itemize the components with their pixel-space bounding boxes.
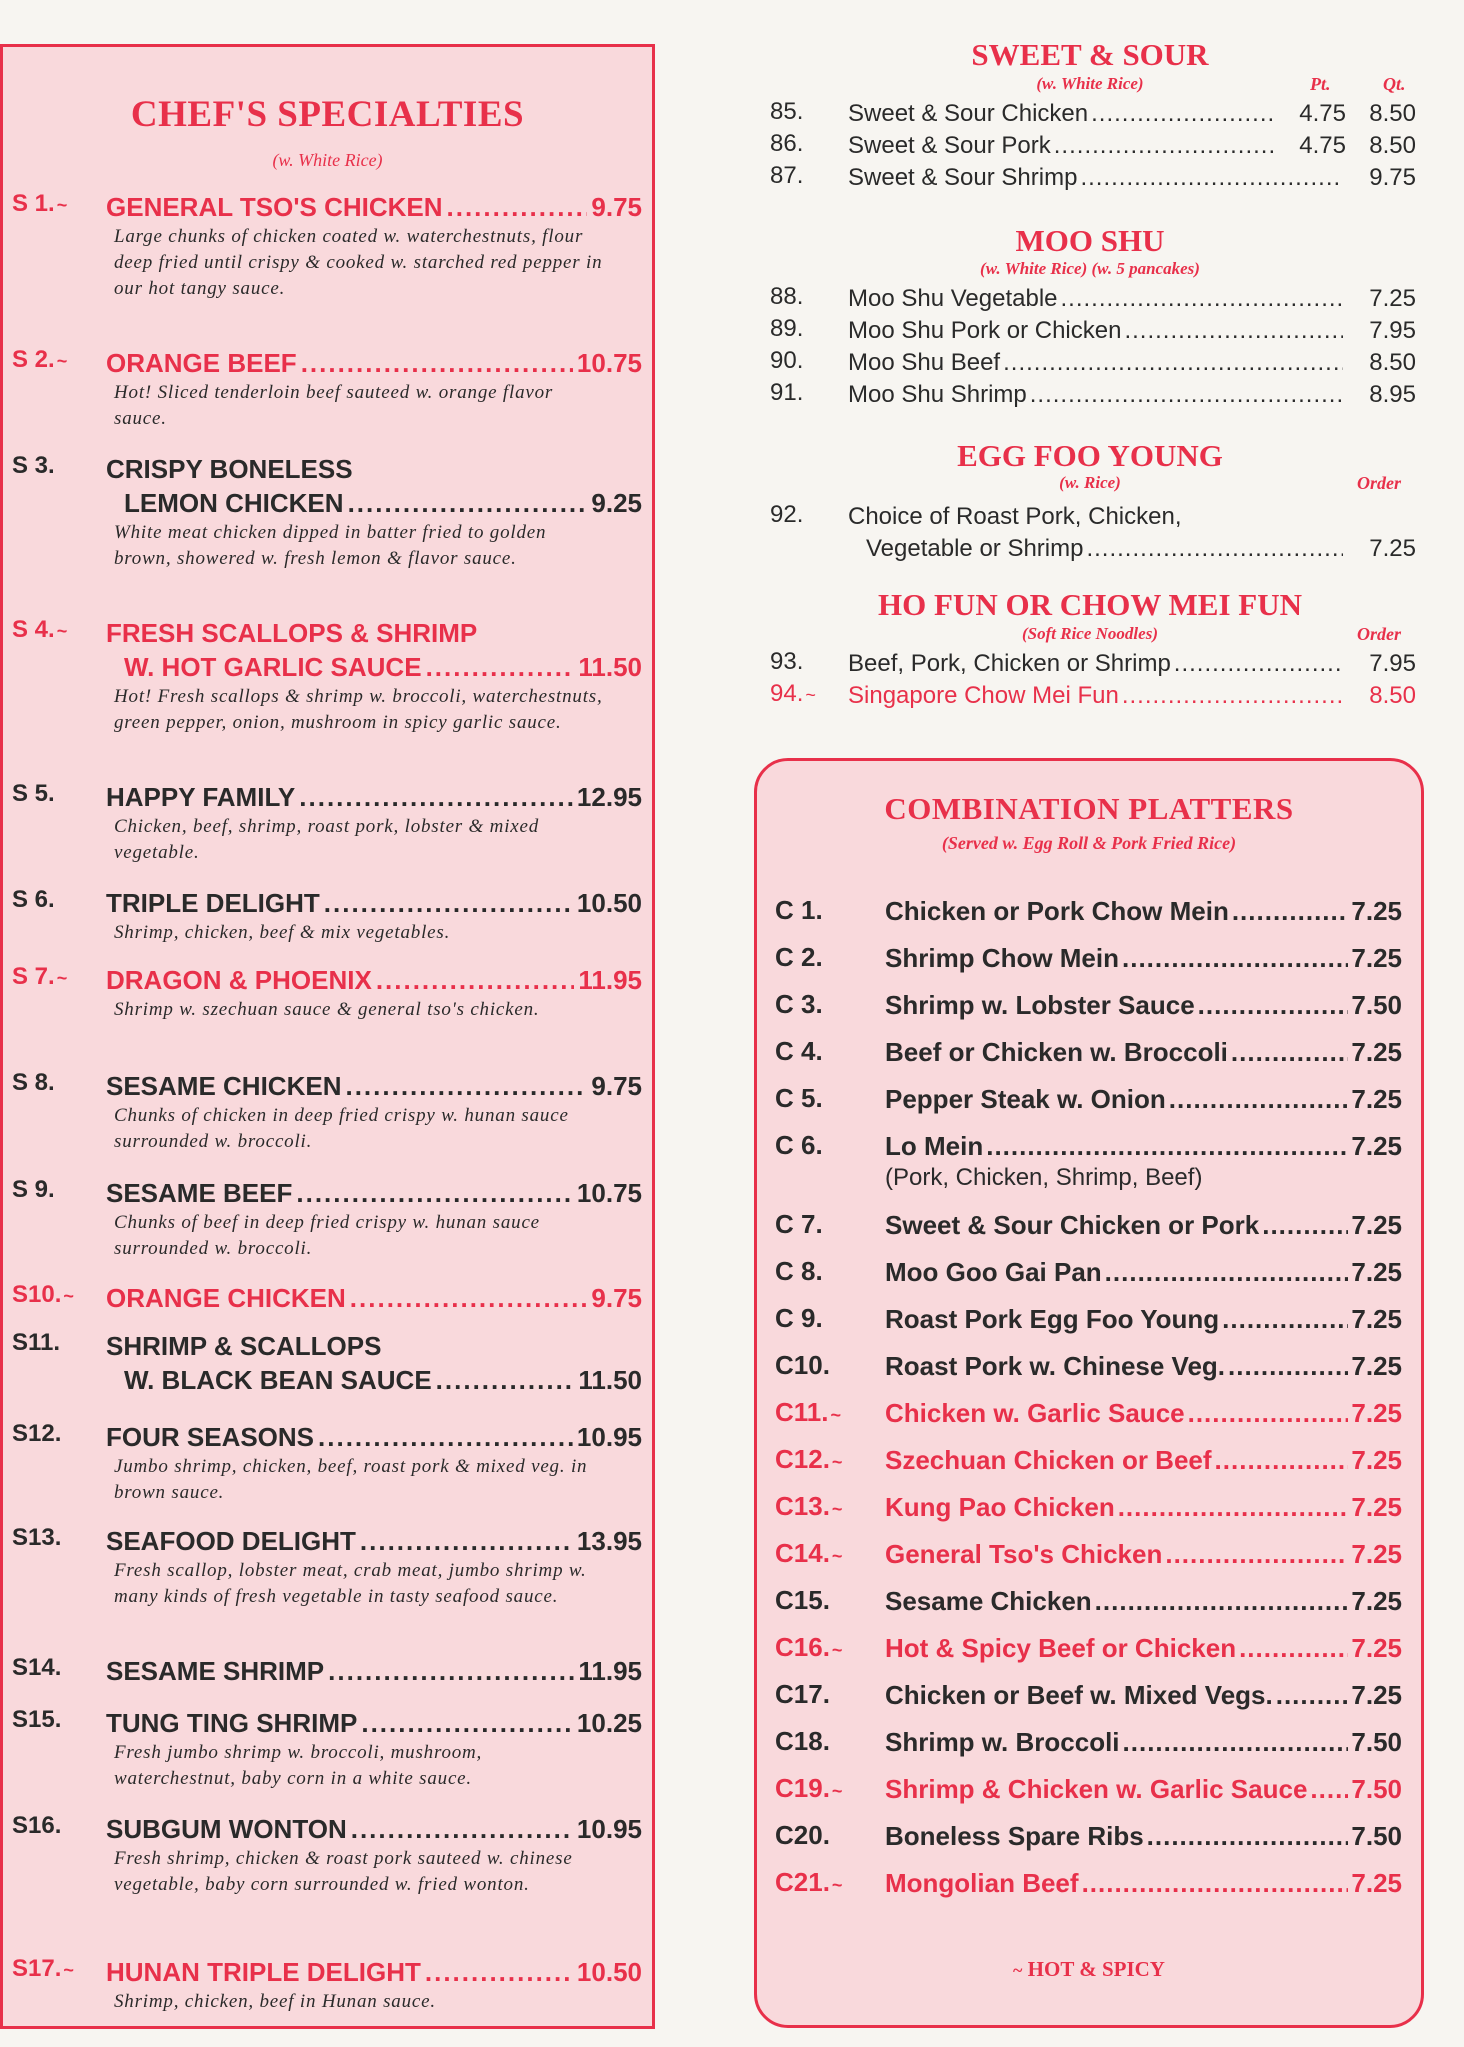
item-price-pint: 4.75 <box>1299 100 1346 127</box>
item-number <box>775 1679 830 1710</box>
item-number <box>775 1397 841 1428</box>
item-name <box>106 1069 642 1103</box>
item-name <box>106 1812 642 1846</box>
item-name-text: LEMON CHICKEN <box>124 488 344 518</box>
item-number <box>12 780 55 808</box>
item-name <box>106 1176 642 1210</box>
item-name <box>106 1281 642 1315</box>
item-price: 7.25 <box>1351 1084 1402 1114</box>
item-name <box>106 1420 642 1454</box>
item-name: Singapore Chow Mei Fun <box>848 682 1119 709</box>
item-price: 10.75 <box>576 1178 642 1208</box>
item-number-text: C11. <box>775 1397 829 1427</box>
item-price: 10.25 <box>576 1708 642 1738</box>
chili-pepper-icon: ~ <box>831 1499 843 1519</box>
item-price: 7.25 <box>1351 1210 1402 1240</box>
hot-spicy-legend <box>757 1957 1421 1982</box>
item-price-quart: 8.50 <box>1369 100 1416 127</box>
item-name <box>106 1524 642 1558</box>
item-number <box>12 1955 74 1983</box>
item-name: Roast Pork w. Chinese Veg. <box>885 1351 1226 1381</box>
item-price: 7.25 <box>1351 1304 1402 1334</box>
item-number: 92. <box>770 501 804 528</box>
item-name: Sweet & Sour Chicken or Pork <box>885 1210 1260 1240</box>
chili-pepper-icon: ~ <box>831 1546 843 1566</box>
item-number: 85. <box>770 98 804 125</box>
item-number <box>12 1069 55 1097</box>
item-price: 7.25 <box>1351 1037 1402 1067</box>
item-number-text: C19. <box>775 1773 830 1803</box>
item-number <box>775 1538 842 1569</box>
item-name: Moo Shu Pork or Chicken <box>848 317 1122 344</box>
item-price: 7.50 <box>1351 1774 1402 1804</box>
item-name: Moo Shu Beef <box>848 349 1001 376</box>
item-number <box>775 1444 842 1475</box>
item-number-text: C14. <box>775 1538 830 1568</box>
item-price: 9.75 <box>591 1283 642 1313</box>
item-name-text: SHRIMP & SCALLOPS <box>106 1331 382 1361</box>
item-price: 8.50 <box>1369 349 1416 376</box>
egg-foo-young-order-header: Order <box>1357 473 1401 493</box>
item-number-text: C16. <box>775 1632 830 1662</box>
combo-title: COMBINATION PLATTERS <box>884 791 1294 826</box>
item-number-text: 94. <box>770 680 804 707</box>
item-number <box>775 1036 823 1067</box>
item-name: Szechuan Chicken or Beef <box>885 1445 1212 1475</box>
item-number-text: S 7. <box>12 963 55 990</box>
moo-shu-subtitle: (w. White Rice) (w. 5 pancakes) <box>980 259 1200 278</box>
item-number-text: S 6. <box>12 886 55 913</box>
item-number <box>770 347 803 375</box>
item-price: 7.25 <box>1351 1680 1402 1710</box>
item-number-text: C12. <box>775 1444 830 1474</box>
item-name: Moo Shu Shrimp <box>848 381 1027 408</box>
pint-column-header: Pt. <box>1310 74 1331 94</box>
item-number <box>775 1820 830 1851</box>
item-name-text: FOUR SEASONS <box>106 1422 315 1452</box>
item-name <box>106 780 642 814</box>
item-name-text: TRIPLE DELIGHT <box>106 888 320 918</box>
chili-pepper-icon: ~ <box>1013 1960 1023 1980</box>
item-number <box>775 1726 830 1757</box>
item-number-text: C 9. <box>775 1303 823 1333</box>
item-number-text: C 4. <box>775 1036 823 1066</box>
item-price-quart: 8.50 <box>1369 132 1416 159</box>
item-name: Boneless Spare Ribs <box>885 1821 1144 1851</box>
item-price: 10.75 <box>576 348 642 378</box>
item-number-text: C 1. <box>775 895 823 925</box>
moo-shu-title: MOO SHU <box>1015 223 1165 258</box>
item-number-text: 91. <box>770 379 804 406</box>
item-number-text: C 6. <box>775 1130 823 1160</box>
item-number-text: C15. <box>775 1585 830 1615</box>
item-price: 11.95 <box>578 965 642 995</box>
item-number-text: S 9. <box>12 1176 55 1203</box>
item-price: 11.95 <box>578 1656 642 1686</box>
item-number <box>775 1130 823 1161</box>
item-description: Hot! Fresh scallops & shrimp w. broccoli, waterchestnuts, green pepper, onion, mushroom in spicy garlic sauce. <box>114 686 603 733</box>
item-price: 10.95 <box>576 1814 642 1844</box>
item-price-pint: 4.75 <box>1299 132 1346 159</box>
item-number <box>770 680 816 708</box>
item-price: 7.25 <box>1369 285 1416 312</box>
item-number <box>775 1491 842 1522</box>
item-number-text: S 4. <box>12 616 55 643</box>
item-number-text: 89. <box>770 315 804 342</box>
item-number <box>12 1812 61 1840</box>
item-description: Shrimp, chicken, beef & mix vegetables. <box>114 922 451 943</box>
sweet-sour-subtitle: (w. White Rice) <box>1036 74 1144 93</box>
item-number-text: S 3. <box>12 452 55 479</box>
item-number-text: C 3. <box>775 989 823 1019</box>
item-number-text: C 5. <box>775 1083 823 1113</box>
item-name: Mongolian Beef <box>885 1868 1079 1898</box>
item-price: 13.95 <box>576 1526 642 1556</box>
item-name-text: CRISPY BONELESS <box>106 454 353 484</box>
item-name-text: W. HOT GARLIC SAUCE <box>124 652 422 682</box>
item-price: 12.95 <box>576 782 642 812</box>
ho-fun-title: HO FUN OR CHOW MEI FUN <box>878 587 1302 622</box>
item-subtext: (Pork, Chicken, Shrimp, Beef) <box>885 1164 1203 1191</box>
item-name <box>106 886 642 920</box>
item-price: 7.25 <box>1351 1131 1402 1161</box>
item-name: Shrimp w. Lobster Sauce <box>885 990 1195 1020</box>
item-name: Moo Goo Gai Pan <box>885 1257 1102 1287</box>
item-number <box>775 989 823 1020</box>
item-price: 7.25 <box>1351 943 1402 973</box>
item-number-text: 88. <box>770 283 804 310</box>
item-number-text: S14. <box>12 1654 62 1681</box>
ho-fun-order-header: Order <box>1357 624 1401 644</box>
item-name-text: SUBGUM WONTON <box>106 1814 347 1844</box>
item-price: 7.95 <box>1369 650 1416 677</box>
item-name-text: SESAME CHICKEN <box>106 1071 342 1101</box>
item-name-text: W. BLACK BEAN SAUCE <box>124 1365 432 1395</box>
item-price: 7.25 <box>1351 1586 1402 1616</box>
item-number-text: S11. <box>12 1329 61 1356</box>
item-name-text: DRAGON & PHOENIX <box>106 965 372 995</box>
chili-pepper-icon: ~ <box>831 1875 843 1895</box>
item-price: 11.50 <box>578 1365 642 1395</box>
item-number-text: C18. <box>775 1726 830 1756</box>
item-number <box>775 1083 823 1114</box>
item-price: 7.25 <box>1351 1445 1402 1475</box>
item-price: 7.25 <box>1351 1868 1402 1898</box>
item-number <box>775 895 823 926</box>
item-number <box>12 1176 55 1204</box>
item-number <box>12 1281 74 1309</box>
item-number-text: S 1. <box>12 190 55 217</box>
item-name-text: SEAFOOD DELIGHT <box>106 1526 356 1556</box>
item-description: Large chunks of chicken coated w. waterchestnuts, flour deep fried until crispy & cooked w. starched red pepper in our hot tangy sauce. <box>114 226 603 299</box>
item-number <box>770 379 803 407</box>
item-number-text: C13. <box>775 1491 830 1521</box>
egg-foo-young-title: EGG FOO YOUNG <box>957 438 1223 473</box>
chili-pepper-icon: ~ <box>63 1286 74 1306</box>
chili-pepper-icon: ~ <box>831 1640 843 1660</box>
item-name: Shrimp w. Broccoli <box>885 1727 1120 1757</box>
item-price: 7.25 <box>1351 1492 1402 1522</box>
ho-fun-subtitle: (Soft Rice Noodles) <box>1022 624 1158 643</box>
item-name-text: ORANGE BEEF <box>106 348 297 378</box>
item-number <box>770 648 803 676</box>
item-number <box>775 1773 842 1804</box>
item-name: Kung Pao Chicken <box>885 1492 1115 1522</box>
chili-pepper-icon: ~ <box>56 968 68 988</box>
item-number <box>12 616 67 644</box>
item-name-text: SESAME BEEF <box>106 1178 293 1208</box>
item-number <box>12 1329 60 1357</box>
chili-pepper-icon: ~ <box>56 621 68 641</box>
item-price: 7.50 <box>1351 1821 1402 1851</box>
item-price: 8.95 <box>1369 381 1416 408</box>
item-price: 9.75 <box>591 192 642 222</box>
item-name: General Tso's Chicken <box>885 1539 1163 1569</box>
item-name: Sweet & Sour Chicken <box>848 100 1089 127</box>
item-price: 7.50 <box>1351 990 1402 1020</box>
item-name <box>106 1654 642 1688</box>
item-number <box>775 1867 842 1898</box>
item-number <box>775 1585 830 1616</box>
item-number <box>12 1706 61 1734</box>
item-price-quart: 9.75 <box>1369 164 1416 191</box>
item-number-text: S13. <box>12 1524 62 1551</box>
item-number-text: S 2. <box>12 346 55 373</box>
item-price: 7.50 <box>1351 1727 1402 1757</box>
item-number-text: C 2. <box>775 942 823 972</box>
item-description: Fresh scallop, lobster meat, crab meat, jumbo shrimp w. many kinds of fresh vegetable in tasty seafood sauce. <box>114 1560 587 1607</box>
item-description: Shrimp w. szechuan sauce & general tso's chicken. <box>114 999 540 1020</box>
item-description: White meat chicken dipped in batter fried to golden brown, showered w. fresh lemon & flavor sauce. <box>114 522 547 569</box>
item-name: Sesame Chicken <box>885 1586 1092 1616</box>
item-name-line-1: Choice of Roast Pork, Chicken, <box>848 503 1182 530</box>
chili-pepper-icon: ~ <box>831 1452 843 1472</box>
item-name: Chicken w. Garlic Sauce <box>885 1398 1185 1428</box>
item-description: Chicken, beef, shrimp, roast pork, lobster & mixed vegetable. <box>114 816 540 863</box>
item-price: 10.95 <box>576 1422 642 1452</box>
item-number-text: 90. <box>770 347 804 374</box>
item-name: Chicken or Pork Chow Mein <box>885 896 1229 926</box>
item-name-line-2: Vegetable or Shrimp <box>866 535 1084 562</box>
egg-foo-young-subtitle: (w. Rice) <box>1059 473 1121 492</box>
item-name <box>106 190 642 224</box>
item-number <box>775 1303 823 1334</box>
item-description: Fresh jumbo shrimp w. broccoli, mushroom, waterchestnut, baby corn in a white sauce. <box>114 1742 483 1789</box>
chef-specialties-title: CHEF'S SPECIALTIES <box>130 94 525 135</box>
chili-pepper-icon: ~ <box>831 1781 843 1801</box>
item-name-text: TUNG TING SHRIMP <box>106 1708 358 1738</box>
item-name-text: HAPPY FAMILY <box>106 782 296 812</box>
item-number <box>12 190 67 218</box>
item-number: 86. <box>770 130 804 157</box>
item-name: Sweet & Sour Pork <box>848 132 1051 159</box>
item-description: Shrimp, chicken, beef in Hunan sauce. <box>114 1991 436 2012</box>
item-name-text: SESAME SHRIMP <box>106 1656 325 1686</box>
item-name-text: FRESH SCALLOPS & SHRIMP <box>106 618 478 648</box>
item-name <box>106 963 642 997</box>
item-name <box>106 616 642 684</box>
item-name <box>106 1706 642 1740</box>
item-number <box>12 1654 61 1682</box>
item-price: 10.50 <box>576 1957 642 1987</box>
item-price: 7.25 <box>1351 1633 1402 1663</box>
item-price: 7.25 <box>1351 1398 1402 1428</box>
item-name: Chicken or Beef w. Mixed Vegs. <box>885 1680 1273 1710</box>
item-number <box>770 315 803 343</box>
sweet-sour-title: SWEET & SOUR <box>971 37 1209 72</box>
item-description: Chunks of chicken in deep fried crispy w. hunan sauce surrounded w. broccoli. <box>114 1105 569 1152</box>
item-name: Sweet & Sour Shrimp <box>848 164 1078 191</box>
hot-spicy-legend-text: HOT & SPICY <box>1027 1957 1165 1981</box>
item-price: 7.25 <box>1351 1539 1402 1569</box>
item-number <box>775 1350 830 1381</box>
item-number-text: S15. <box>12 1706 62 1733</box>
item-number-text: C 7. <box>775 1209 823 1239</box>
item-name-text: ORANGE CHICKEN <box>106 1283 346 1313</box>
item-number: 87. <box>770 162 804 189</box>
item-name: Hot & Spicy Beef or Chicken <box>885 1633 1237 1663</box>
chili-pepper-icon: ~ <box>56 195 68 215</box>
item-price: 10.50 <box>576 888 642 918</box>
item-number <box>770 283 803 311</box>
item-number <box>775 1632 842 1663</box>
item-number <box>12 886 55 914</box>
item-price: 7.25 <box>1351 1257 1402 1287</box>
chef-specialties-subtitle: (w. White Rice) <box>272 150 383 170</box>
item-name: Roast Pork Egg Foo Young <box>885 1304 1220 1334</box>
item-price: 9.75 <box>591 1071 642 1101</box>
item-description: Hot! Sliced tenderloin beef sauteed w. orange flavor sauce. <box>114 382 554 429</box>
chili-pepper-icon: ~ <box>63 1960 74 1980</box>
item-price: 8.50 <box>1369 682 1416 709</box>
item-number <box>12 1524 61 1552</box>
item-description: Jumbo shrimp, chicken, beef, roast pork & mixed veg. in brown sauce. <box>114 1456 588 1503</box>
chili-pepper-icon: ~ <box>830 1405 842 1425</box>
item-name: Shrimp Chow Mein <box>885 943 1119 973</box>
item-description: Chunks of beef in deep fried crispy w. hunan sauce surrounded w. broccoli. <box>114 1212 540 1259</box>
item-number-text: C21. <box>775 1867 830 1897</box>
item-number-text: 93. <box>770 648 804 675</box>
item-number <box>12 346 67 374</box>
item-name: Beef or Chicken w. Broccoli <box>885 1037 1228 1067</box>
item-number-text: C20. <box>775 1820 830 1850</box>
item-number-text: S12. <box>12 1420 62 1447</box>
item-number-text: S16. <box>12 1812 62 1839</box>
item-number-text: S17. <box>12 1955 62 1982</box>
combo-subtitle: (Served w. Egg Roll & Pork Fried Rice) <box>941 833 1237 853</box>
item-name: Beef, Pork, Chicken or Shrimp <box>848 650 1171 677</box>
item-number-text: C 8. <box>775 1256 823 1286</box>
item-number-text: S 5. <box>12 780 55 807</box>
item-number <box>12 963 67 991</box>
item-name-text: HUNAN TRIPLE DELIGHT <box>106 1957 421 1987</box>
item-number <box>775 1256 823 1287</box>
item-price: 7.25 <box>1351 1351 1402 1381</box>
item-name <box>106 346 642 380</box>
item-name <box>106 452 642 520</box>
item-number <box>775 942 823 973</box>
item-name: Lo Mein <box>885 1131 984 1161</box>
item-name: Pepper Steak w. Onion <box>885 1084 1166 1114</box>
item-name-text: GENERAL TSO'S CHICKEN <box>106 192 443 222</box>
item-number <box>12 452 55 480</box>
item-price: 7.95 <box>1369 317 1416 344</box>
chili-pepper-icon: ~ <box>56 351 68 371</box>
item-price: 9.25 <box>591 488 642 518</box>
item-price: 7.25 <box>1351 896 1402 926</box>
item-name: Moo Shu Vegetable <box>848 285 1058 312</box>
item-number-text: S10. <box>12 1281 62 1308</box>
item-number-text: C17. <box>775 1679 830 1709</box>
item-number-text: S 8. <box>12 1069 55 1096</box>
item-name <box>106 1329 642 1397</box>
quart-column-header: Qt. <box>1383 74 1406 94</box>
item-price: 11.50 <box>578 652 642 682</box>
item-description: Fresh shrimp, chicken & roast pork sauteed w. chinese vegetable, baby corn surrounded w. fried wonton. <box>114 1848 573 1895</box>
chili-pepper-icon: ~ <box>805 685 816 705</box>
item-price: 7.25 <box>1369 535 1416 562</box>
item-name <box>106 1955 642 1989</box>
item-name: Shrimp & Chicken w. Garlic Sauce <box>885 1774 1308 1804</box>
item-number-text: C10. <box>775 1350 830 1380</box>
item-number <box>12 1420 61 1448</box>
item-number <box>775 1209 823 1240</box>
